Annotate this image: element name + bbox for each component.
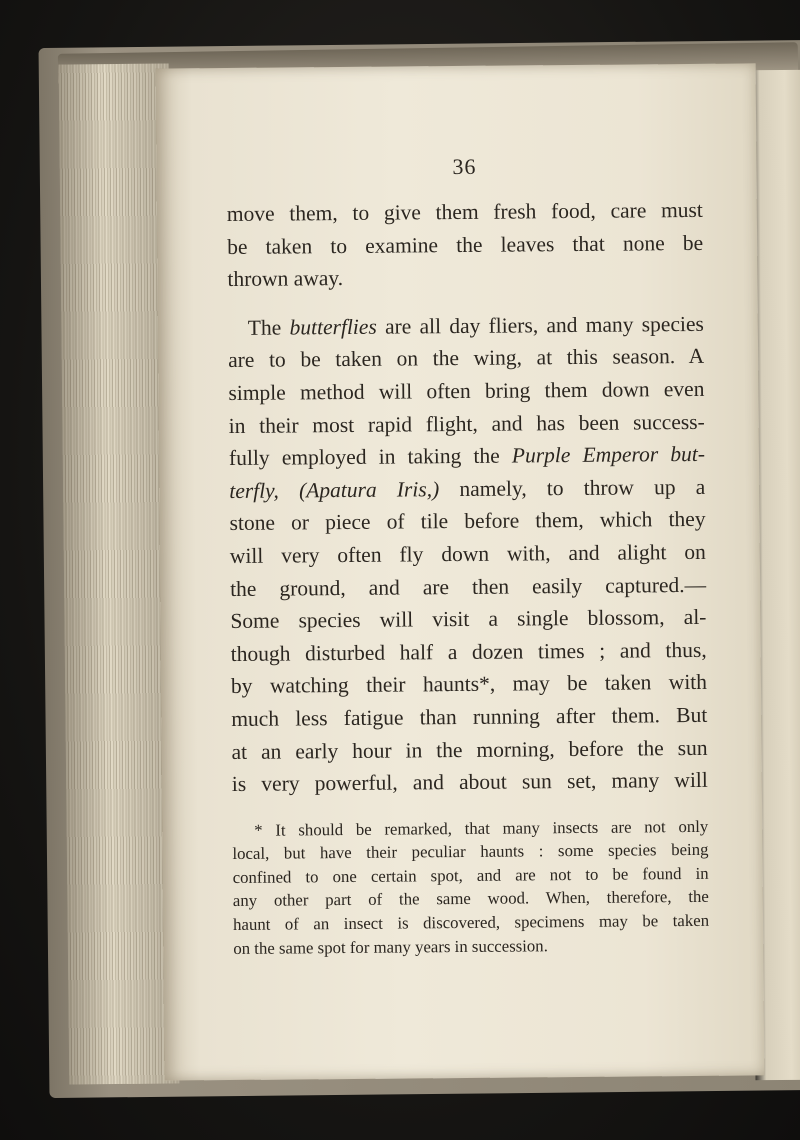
text-fragment: The	[247, 315, 290, 340]
text-line: be taken to examine the leaves that none be	[227, 230, 704, 259]
footnote-line: on the same spot for many years in succession.	[233, 935, 548, 958]
page-number: 36	[452, 153, 477, 180]
text-line: simple method will often bring them down even	[228, 376, 705, 405]
text-line: Some species will visit a single blossom, al-	[230, 604, 707, 634]
text-fragment: namely, to throw up a	[439, 474, 706, 501]
text-line	[229, 438, 705, 475]
footnote-line: * It should be remarked, that many insects are not only	[254, 816, 709, 840]
footnote-line: haunt of an insect is discovered, specimens may be taken	[232, 910, 710, 935]
page-text	[226, 152, 709, 960]
footnote-line: local, but have their peculiar haunts : some species being	[232, 840, 709, 864]
text-line: will very often fly down with, and alight on	[229, 539, 706, 568]
footnote-line: any other part of the same wood. When, therefore, the	[232, 887, 709, 911]
italic-term: butterflies	[289, 314, 377, 340]
italic-term: terfly, (Apatura Iris,)	[229, 476, 440, 503]
text-line: in their most rapid flight, and has been success-	[228, 409, 705, 438]
text-line: though disturbed half a dozen times ; and thus,	[230, 637, 707, 666]
text-line	[228, 308, 704, 345]
italic-term: Purple Emperor but-	[511, 442, 706, 468]
paragraph-butterflies	[228, 308, 708, 801]
text-line: thrown away.	[227, 266, 344, 292]
text-line: are to be taken on the wing, at this season. A	[228, 344, 705, 373]
text-line: at an early hour in the morning, before the sun	[231, 735, 708, 764]
footnote	[232, 815, 709, 961]
text-fragment: fully employed in taking the	[228, 443, 512, 471]
book-page	[156, 63, 765, 1080]
paragraph-continued	[227, 194, 704, 296]
footnote-line: confined to one certain spot, and are not to be found in	[232, 863, 709, 887]
text-fragment: are all day fliers, and many species	[376, 311, 704, 339]
text-line: is very powerful, and about sun set, many will	[231, 767, 708, 797]
text-line	[229, 471, 705, 508]
text-line: by watching their haunts*, may be taken with	[230, 670, 708, 699]
text-line: move them, to give them fresh food, care must	[226, 197, 703, 227]
text-line: stone or piece of tile before them, which they	[229, 507, 706, 536]
text-line: much less fatigue than running after them. But	[231, 702, 708, 731]
text-line: the ground, and are then easily captured.—	[230, 572, 707, 601]
